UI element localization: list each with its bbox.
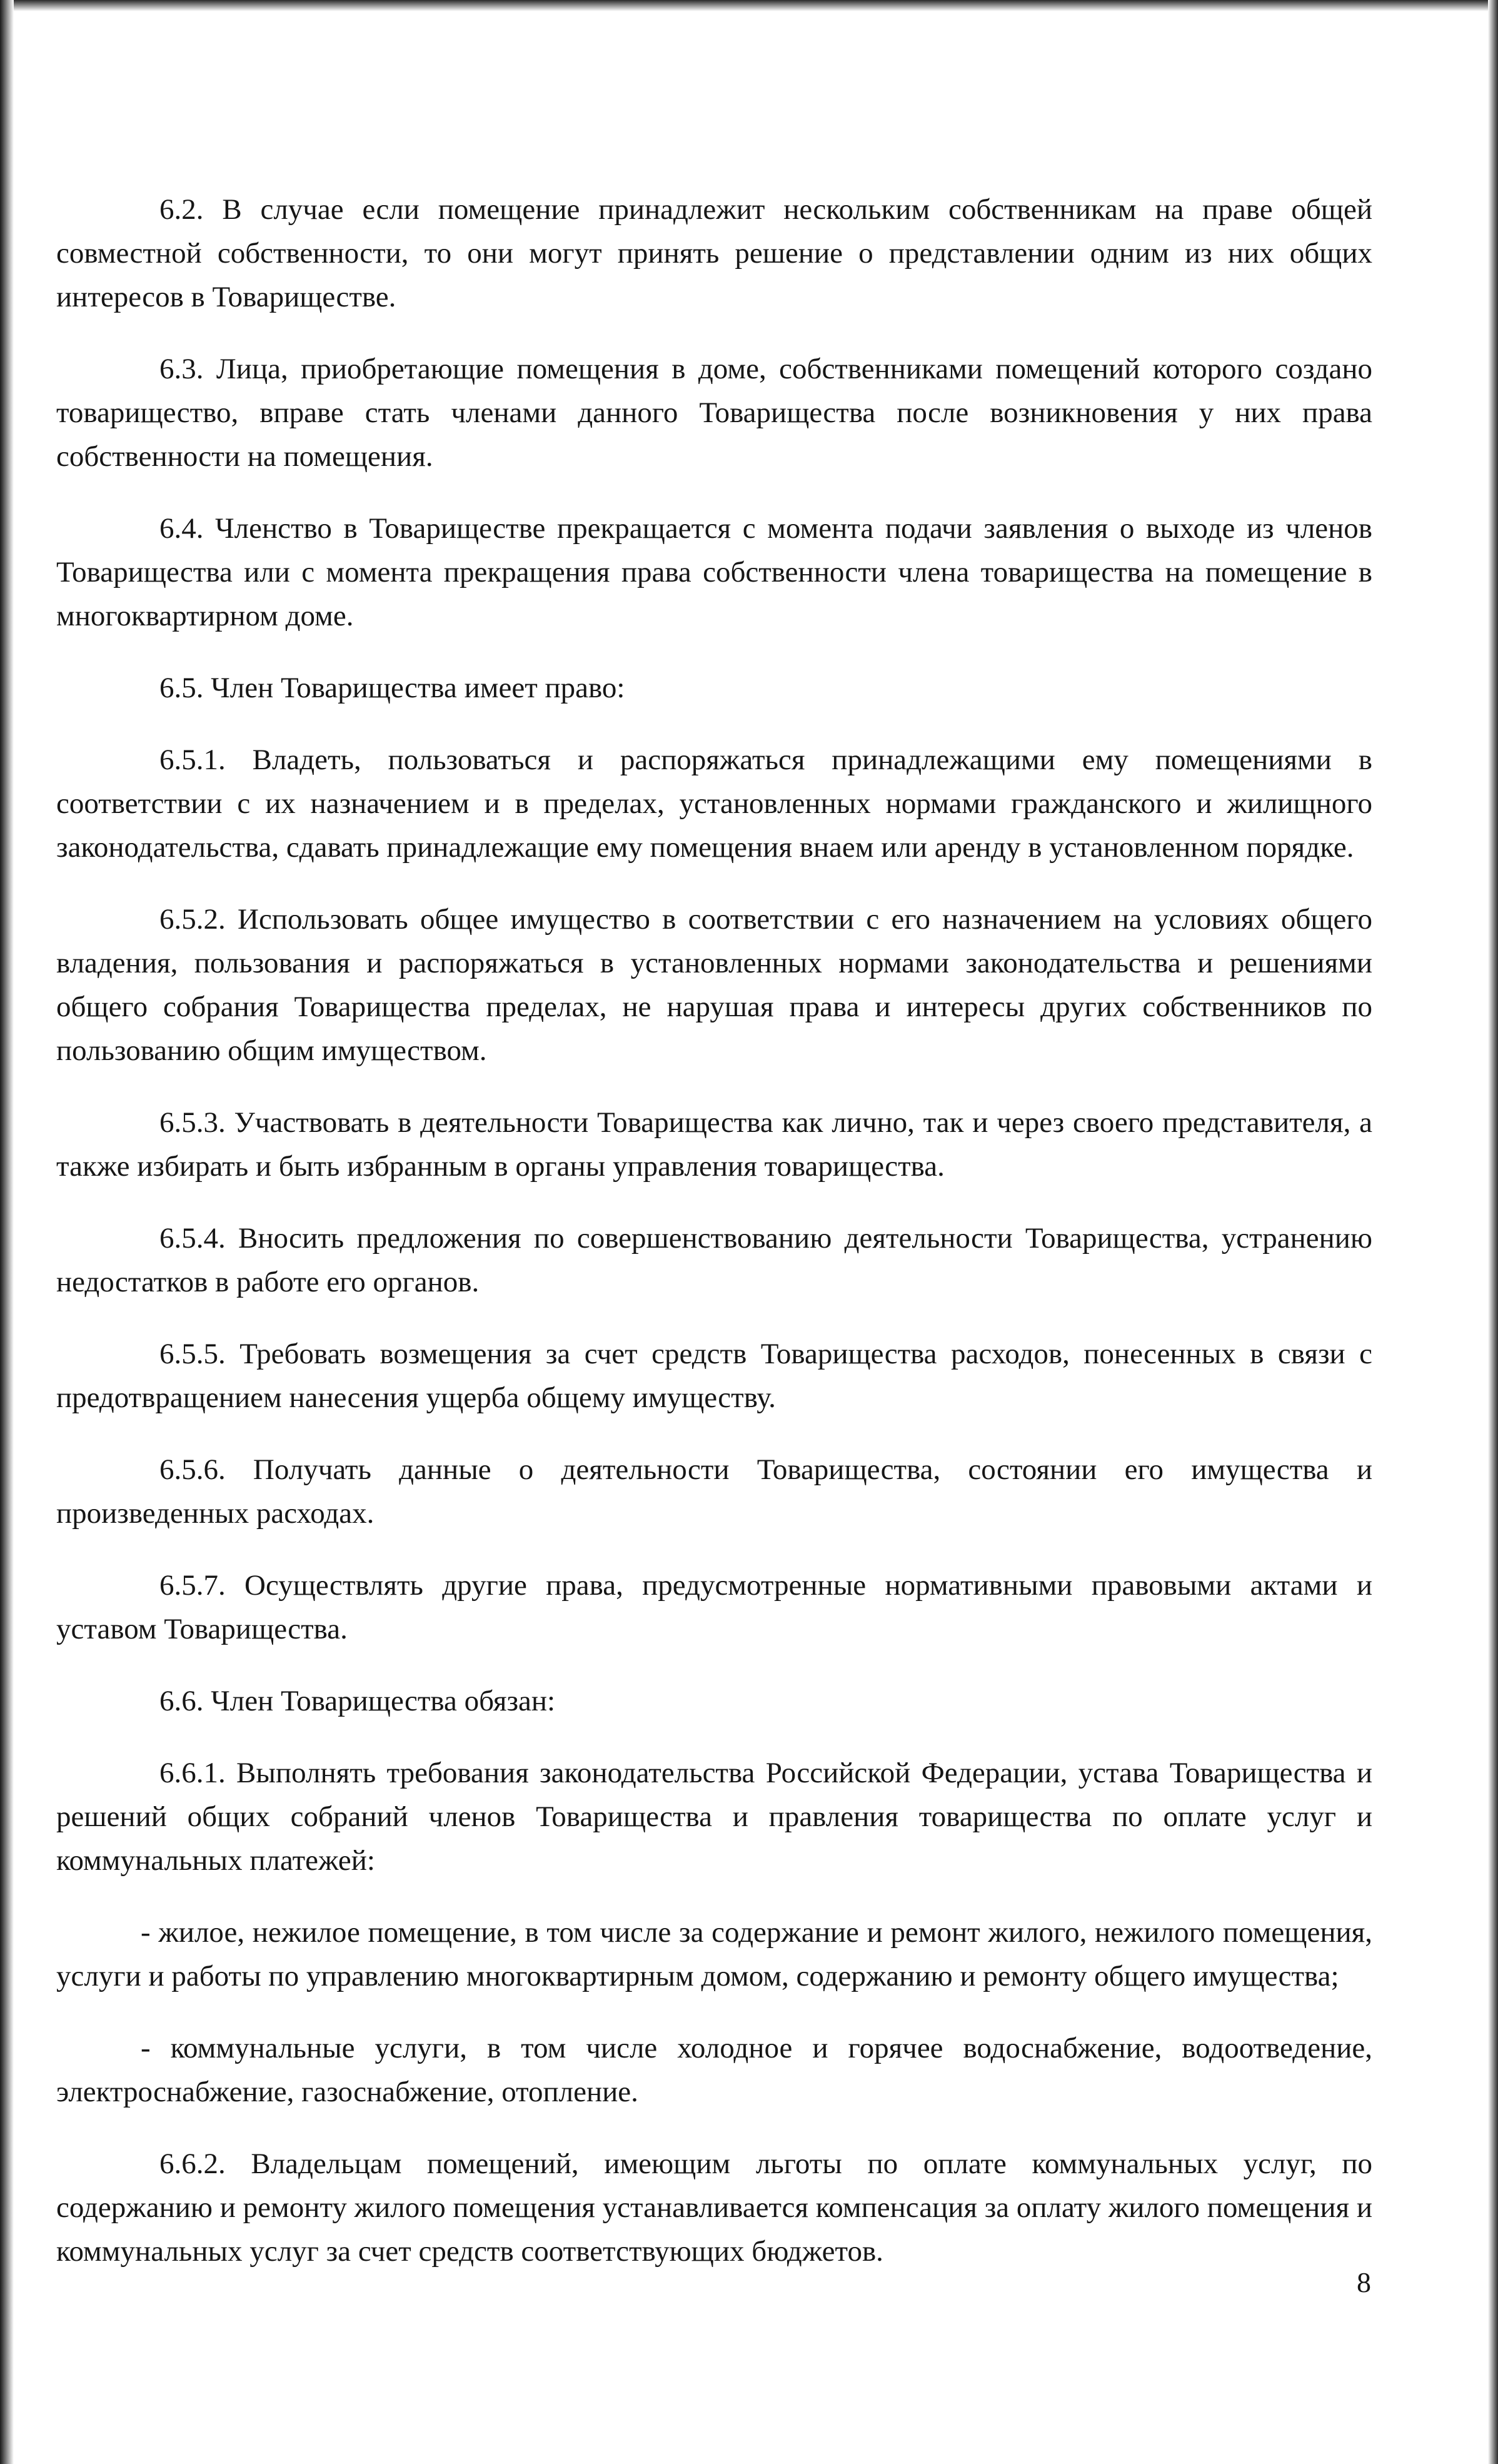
clause-6-5: 6.5. Член Товарищества имеет право: [159,672,625,704]
clause-6-3: 6.3. Лица, приобретающие помещения в доме, собственниками помещений которого создано товарищество, вправе стать членами данного Товарищества после возникновения у них права собственности на помещения. [56,353,1372,473]
clause-6-5-4: 6.5.4. Вносить предложения по совершенствованию деятельности Товарищества, устранению недостатков в работе его органов. [56,1222,1372,1298]
clause-6-2: 6.2. В случае если помещение принадлежит нескольким собственникам на праве общей совместной собственности, то они могут принять решение о представлении одним из них общих интересов в Товариществе. [56,193,1372,313]
list-item-utility-services: - коммунальные услуги, в том числе холодное и горячее водоснабжение, водоотведение, электроснабжение, газоснабжение, отопление. [56,2032,1372,2108]
clause-6-4: 6.4. Членство в Товариществе прекращается с момента подачи заявления о выходе из членов Товарищества или с момента прекращения права собственности члена товарищества на помещение в многоквартирном доме. [56,512,1372,632]
clause-6-5-7: 6.5.7. Осуществлять другие права, предусмотренные нормативными правовыми актами и уставом Товарищества. [56,1569,1372,1645]
document-body [56,188,1372,2301]
clause-6-6: 6.6. Член Товарищества обязан: [159,1685,556,1717]
clause-6-5-1: 6.5.1. Владеть, пользоваться и распоряжаться принадлежащими ему помещениями в соответствии с их назначением и в пределах, установленных нормами гражданского и жилищного законодательства, сдавать принадлежащие ему помещения внаем или аренду в установленном порядке. [56,744,1372,864]
list-item-housing-payments: - жилое, нежилое помещение, в том числе за содержание и ремонт жилого, нежилого помещения, услуги и работы по управлению многоквартирным домом, содержанию и ремонту общего имущества; [56,1916,1372,1992]
clause-6-5-3: 6.5.3. Участвовать в деятельности Товарищества как лично, так и через своего представителя, а также избирать и быть избранным в органы управления товарищества. [56,1106,1372,1183]
scan-border-top [0,0,1498,11]
clause-6-6-2: 6.6.2. Владельцам помещений, имеющим льготы по оплате коммунальных услуг, по содержанию и ремонту жилого помещения устанавливается компенсация за оплату жилого помещения и коммунальных услуг за счет средств соответствующих бюджетов. [56,2148,1372,2268]
clause-6-6-1: 6.6.1. Выполнять требования законодательства Российской Федерации, устава Товарищества и решений общих собраний членов Товарищества и правления товарищества по оплате услуг и коммунальных платежей: [56,1757,1372,1877]
scan-border-left [0,0,14,2464]
clause-6-5-5: 6.5.5. Требовать возмещения за счет средств Товарищества расходов, понесенных в связи с предотвращением нанесения ущерба общему имуществу. [56,1338,1372,1414]
clause-6-5-6: 6.5.6. Получать данные о деятельности Товарищества, состоянии его имущества и произведенных расходах. [56,1453,1372,1530]
scan-border-right [1488,0,1498,2464]
clause-6-5-2: 6.5.2. Использовать общее имущество в соответствии с его назначением на условиях общего владения, пользования и распоряжаться в установленных нормами законодательства и решениями общего собрания Товарищества пределах, не нарушая права и интересы других собственников по пользованию общим имуществом. [56,903,1372,1067]
page-number: 8 [1357,2266,1371,2298]
